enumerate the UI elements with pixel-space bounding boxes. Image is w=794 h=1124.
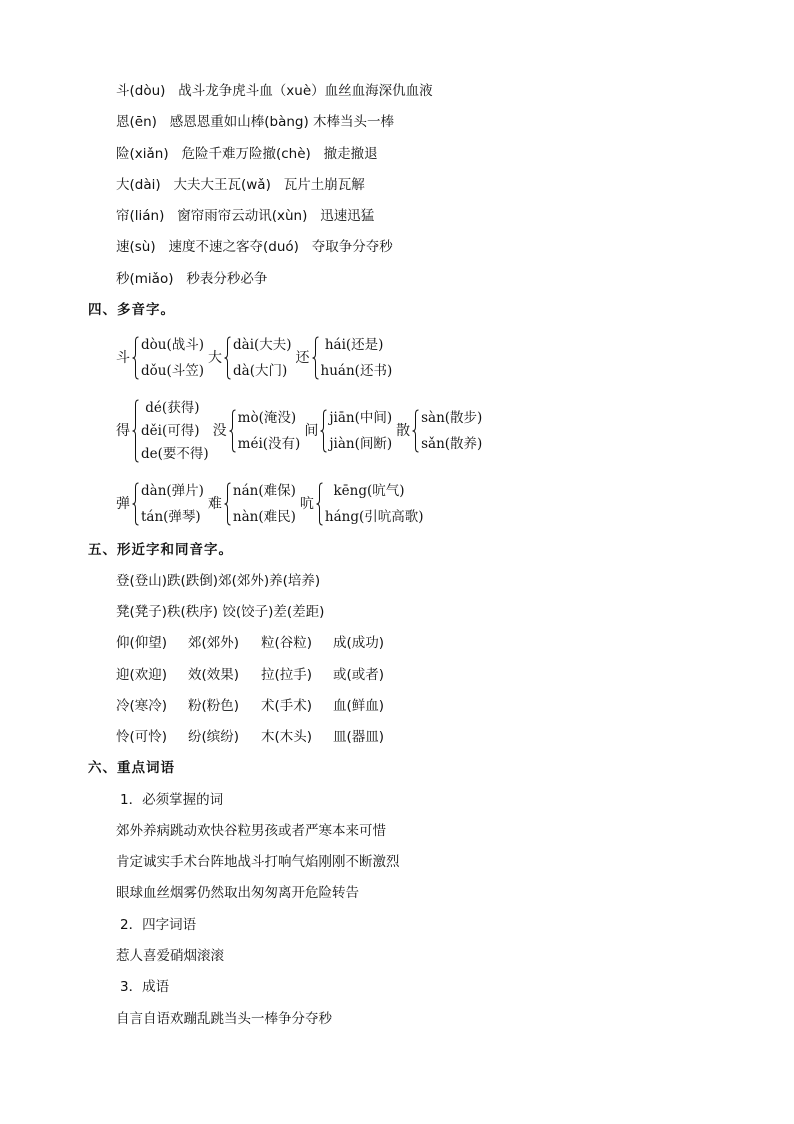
grid-cell: 拉(拉手) — [261, 667, 313, 683]
vocab-line: 恩(ēn) 感恩恩重如山棒(bàng) 木棒当头一棒 — [116, 114, 395, 130]
vocab-line: 大(dài) 大夫大王瓦(wǎ) 瓦片土崩瓦解 — [116, 177, 365, 193]
grid-cell: 血(鲜血) — [333, 698, 385, 714]
polyphone-char: 难 — [207, 496, 222, 512]
grid-cell: 粒(谷粒) — [261, 635, 313, 651]
polyphone-reading: sàn(散步) — [421, 410, 483, 426]
curly-brace-icon — [316, 482, 323, 526]
grid-cell: 冷(寒冷) — [116, 698, 168, 714]
grid-cell: 皿(器皿) — [333, 729, 385, 745]
curly-brace-icon — [132, 399, 139, 463]
section-heading-similar-chars: 五、形近字和同音字。 — [88, 542, 233, 558]
word-list-line: 惹人喜爱硝烟滚滚 — [116, 948, 224, 964]
polyphone-reading: hái(还是) — [320, 337, 384, 353]
polyphone-reading: kēng(吭气) — [324, 483, 405, 499]
grid-cell: 术(手术) — [261, 698, 313, 714]
grid-cell: 纷(缤纷) — [188, 729, 240, 745]
curly-brace-icon — [132, 482, 139, 526]
curly-brace-icon — [312, 336, 319, 380]
polyphone-row — [116, 334, 396, 382]
polyphone-group — [116, 399, 209, 463]
polyphone-char: 还 — [295, 350, 310, 366]
polyphone-group — [300, 482, 424, 526]
polyphone-group — [116, 482, 204, 526]
polyphone-reading: děi(可得) — [141, 423, 200, 439]
subheading: 3．成语 — [120, 979, 170, 995]
section-heading-polyphones: 四、多音字。 — [88, 302, 175, 318]
polyphone-reading: nán(难保) — [232, 483, 296, 499]
polyphone-reading: jiān(中间) — [329, 410, 393, 426]
grid-cell: 迎(欢迎) — [116, 667, 168, 683]
polyphone-reading: dòu(战斗) — [141, 337, 204, 353]
polyphone-reading: dé(获得) — [141, 400, 200, 416]
word-list-line: 自言自语欢蹦乱跳当头一棒争分夺秒 — [116, 1011, 332, 1027]
polyphone-group — [208, 482, 296, 526]
curly-brace-icon — [224, 336, 231, 380]
similar-chars-line: 登(登山)跌(跌倒)郊(郊外)养(培养) — [116, 573, 321, 589]
polyphone-char: 散 — [396, 423, 411, 439]
polyphone-char: 斗 — [116, 350, 130, 366]
similar-chars-line: 凳(凳子)秩(秩序) 饺(饺子)差(差距) — [116, 604, 325, 620]
polyphone-group — [304, 409, 392, 453]
grid-cell: 或(或者) — [333, 667, 385, 683]
vocab-line: 秒(miǎo) 秒表分秒必争 — [116, 271, 268, 287]
curly-brace-icon — [132, 336, 139, 380]
grid-cell: 仰(仰望) — [116, 635, 168, 651]
polyphone-reading: mò(淹没) — [237, 410, 297, 426]
vocab-line: 帘(lián) 窗帘雨帘云动讯(xùn) 迅速迅猛 — [116, 208, 375, 224]
polyphone-reading: de(要不得) — [141, 446, 209, 462]
polyphone-group — [296, 336, 393, 380]
curly-brace-icon — [412, 409, 419, 453]
polyphone-reading: dà(大门) — [233, 363, 288, 379]
polyphone-reading: háng(引吭高歌) — [324, 509, 424, 525]
polyphone-char: 间 — [304, 423, 319, 439]
vocab-line: 斗(dòu) 战斗龙争虎斗血（xuè）血丝血海深仇血液 — [116, 83, 433, 99]
polyphone-group — [116, 336, 204, 380]
grid-cell: 成(成功) — [333, 635, 385, 651]
word-list-line: 眼球血丝烟雾仍然取出匆匆离开危险转告 — [116, 885, 359, 901]
polyphone-group — [396, 409, 482, 453]
polyphone-row — [116, 480, 428, 528]
grid-cell: 郊(郊外) — [188, 635, 240, 651]
polyphone-reading: huán(还书) — [320, 363, 393, 379]
polyphone-reading: jiàn(间断) — [329, 436, 393, 452]
word-list-line: 肯定诚实手术台阵地战斗打响气焰刚刚不断激烈 — [116, 854, 400, 870]
vocab-line: 险(xiǎn) 危险千难万险撤(chè) 撤走撤退 — [116, 146, 378, 162]
grid-cell: 效(效果) — [188, 667, 240, 683]
polyphone-reading: dài(大夫) — [233, 337, 292, 353]
grid-cell: 粉(粉色) — [188, 698, 240, 714]
polyphone-char: 大 — [208, 350, 222, 366]
curly-brace-icon — [320, 409, 327, 453]
polyphone-char: 弹 — [116, 496, 130, 512]
subheading: 1．必须掌握的词 — [120, 792, 224, 808]
curly-brace-icon — [229, 409, 236, 453]
polyphone-group — [208, 336, 292, 380]
vocab-line: 速(sù) 速度不速之客夺(duó) 夺取争分夺秒 — [116, 239, 393, 255]
word-list-line: 郊外养病跳动欢快谷粒男孩或者严寒本来可惜 — [116, 823, 386, 839]
polyphone-reading: dàn(弹片) — [141, 483, 204, 499]
polyphone-reading: dǒu(斗笠) — [141, 363, 204, 379]
curly-brace-icon — [224, 482, 231, 526]
grid-cell: 怜(可怜) — [116, 729, 168, 745]
polyphone-reading: nàn(难民) — [232, 509, 296, 525]
grid-cell: 木(木头) — [261, 729, 313, 745]
section-heading-key-words: 六、重点词语 — [88, 760, 175, 776]
polyphone-reading: sǎn(散养) — [421, 436, 483, 452]
subheading: 2．四字词语 — [120, 917, 197, 933]
polyphone-char: 吭 — [299, 496, 314, 512]
polyphone-reading: méi(没有) — [237, 436, 301, 452]
polyphone-reading: tán(弹琴) — [141, 509, 201, 525]
polyphone-char: 没 — [212, 423, 227, 439]
polyphone-row — [116, 398, 486, 464]
polyphone-group — [213, 409, 301, 453]
polyphone-char: 得 — [116, 423, 130, 439]
